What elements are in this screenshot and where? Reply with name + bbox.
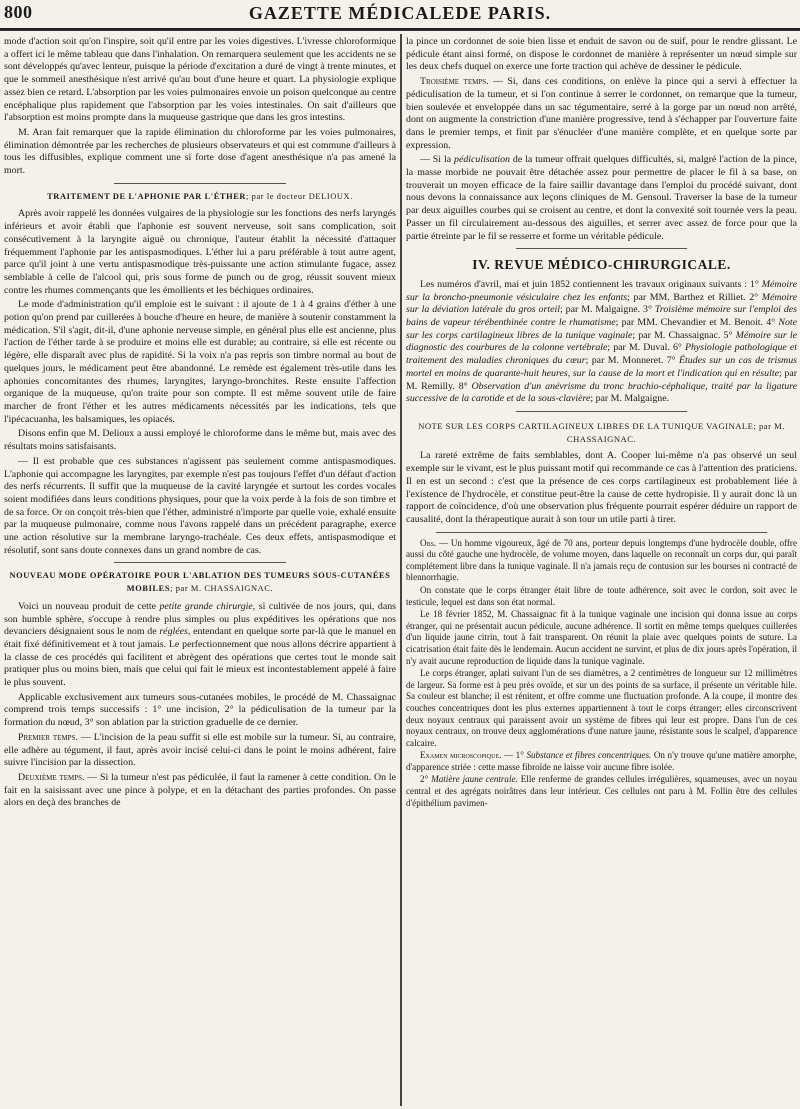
text-run: Elle renferme de grandes cellules irrégulières, squameuses, avec un noyau central et des agrégats noirâtres dans leur intérieur. Ces cellules ont paru à M. Follin être des cellules d'épithélium pavimen-: [406, 774, 797, 808]
text-run: ; par M. Remilly. 8°: [406, 367, 797, 392]
paragraph: La rareté extrême de faits semblables, dont A. Cooper lui-même n'a pas observé un seul exemple sur le vivant, est le plus puissant motif qui recommande ce cas à l'attention des praticiens. Il en est un second : c'est que la présence de ces corps cartilagineux est probablement liée à l'existence de l'hydrocèle, et constitue peut-être la cause de cette hydropisie. Il y aurait donc là un rapport de coïncidence, d'où une observation plus fréquente pourrait espérer déduire un rapport de causalité, dont la thérapeutique aurait à son tour un utile parti à tirer.: [406, 450, 797, 525]
text-run: ; par MM. Barthez et Rilliet. 2°: [627, 291, 762, 303]
paragraph: On constate que le corps étranger était libre de toute adhérence, soit avec le cordon, soit avec le testicule, lequel est dans son état normal.: [406, 584, 797, 607]
observation-block: [406, 538, 797, 810]
section-title: NOUVEAU MODE OPÉRATOIRE POUR L'ABLATION DES TUMEURS SOUS-CUTANÉES MOBILES: [9, 571, 391, 594]
paragraph: mode d'action soit qu'on l'inspire, soit qu'il entre par les voies digestives. L'ivresse chloroformique a offert ici le même tableau que dans l'inhalation. On remarquera seulement que les accidents ne se sont développés qu'avec lenteur, puisque la période d'excitation a duré de vingt à trente minutes, et que le sommeil anesthésique n'est arrivé qu'au bout d'une heure et quart. La physiologie explique assez bien ce retard. L'absorption par les voies pulmonaires envoie un poison quelconque au centre encéphalique plus rapidement que l'absorption par les voies intestinales. On sait d'ailleurs que l'absorption est moins prompte dans la muqueuse gastrique que dans les gros intestins.: [4, 36, 396, 124]
text-run: — L'incision de la peau suffit si elle est mobile sur la tumeur. Si, au contraire, elle adhère au tégument, il faut, après avoir incisé celui-ci dans le point le moins adhérent, faire suivre l'incision par la dissection.: [4, 731, 396, 769]
section-heading-tumeurs: [4, 570, 396, 595]
section-heading-aphonie: [4, 191, 396, 204]
section-title: TRAITEMENT DE L'APHONIE PAR L'ÉTHER: [47, 191, 247, 201]
text-run: — Un homme vigoureux, âgé de 70 ans, porteur depuis longtemps d'une hydrocèle double, offre aussi du côté gauche une hydrocèle, de volume moyen, dans laquelle on reconnaît un corps dur, qui paraît complétement libre dans la tunique vaginale. Il n'a jamais reçu de contusion sur les bourses ni contracté de blennorrhagie.: [406, 537, 797, 583]
paragraph: Le corps étranger, aplati suivant l'un de ses diamètres, a 2 centimètres de longueur sur 12 millimètres de largeur. Sa forme est à peu près ovoïde, et sur un des points de sa surface, il présente un véritable hile. Sa couleur est blanche; il est rénitent, et offre comme une fluctuation profonde. A la coupe, il montre des couches concentriques dont les plus externes appartiennent à tout le corps étranger; elles circonscrivent deux noyaux centraux qui paraissent avoir un système de fibres qui leur est propre. Dans l'un de ces noyaux centraux, on trouve deux agglomérations d'une nature jaune, résistante sous le scalpel, d'apparence calcaire.: [406, 668, 797, 748]
section-heading-revue: IV. REVUE MÉDICO-CHIRURGICALE.: [472, 257, 731, 273]
paragraph: [406, 76, 797, 152]
section-heading-corps-cartilagineux: [406, 420, 797, 445]
section-author: ; par M. CHASSAIGNAC.: [170, 584, 274, 594]
text-run: , si cultivée de nos jours, qui, dans son humble sphère, s'occupe à rendre plus simples ou plus expéditives les opérations que nos devanciers désignaient sous le nom de: [4, 600, 396, 638]
paragraph: [406, 774, 797, 809]
paragraph: Après avoir rappelé les données vulgaires de la physiologie sur les fonctions des nerfs laryngés inférieurs et avoir établi que l'aphonie est souvent nerveuse, soit sans complication, soit consécutivement à la laryngite aiguë ou chronique, l'auteur établit la nécessité d'attaquer fréquemment l'aphonie par les antispasmodiques. L'éther lui a paru préférable à tout autre agent, parce qu'il joint à une vertu antispasmodique très-puissante une action stimulante fugace, assez semblable à celle de l'alcool qui, pris sous forme de punch ou de grog, réussit souvent mieux contre les rhumes commençants que les émollients et les béchiques ordinaires.: [4, 208, 396, 296]
column-divider: [400, 34, 402, 1106]
text-run: On n'y trouve qu'une matière amorphe, d'apparence striée : cette masse fibroïde ne laisse voir aucune fibre isolée.: [406, 750, 797, 772]
left-column: [4, 36, 396, 1106]
page-number: 800: [4, 2, 33, 22]
emphasis: petite grande chirurgie: [159, 600, 253, 612]
paragraph: Le 18 février 1852, M. Chassaignac fit à la tunique vaginale une incision qui donna issue au corps étranger, qui ne présentait aucun pédicule, aucune adhérence. Il sortit en même temps quelques cuillerées d'un liquide jaune citrin, tout à fait transparent. On réunit la plaie avec quelques points de suture. La cicatrisation était faite dès le lendemain. Aucun accident ne survint, et plus de dix jours après l'opération, il n'y avait aucune reproduction de liquide dans la tunique vaginale.: [406, 609, 797, 666]
text-run: — Si, dans ces conditions, on enlève la pince qui a servi à effectuer la pédiculisation de la tumeur, et si l'on continue à serrer le cordonnet, on remarque que la tumeur, bien soulevée et enveloppée dans un sac tégumentaire, serré à la gorge par un nœud non arrêté, dont on augmente la constriction d'une manière progressive, tend à s'échapper par l'ouverture faite dans le premier temps, et finit par s'énucléer d'une manière complète, et en quelque sorte par expression.: [406, 76, 797, 151]
text-run: de la tumeur offrait quelques difficultés, si, malgré l'action de la pince, la masse morbide ne pouvait être détachée assez pour permettre de placer le fil à sa base, on trouverait un moyen efficace de la faire saillir davantage dans l'emploi du procédé suivant, dont nous devons la connaissance aux leçons cliniques de M. Gensoul. Traverser la base de la tumeur par deux aiguilles courbes qui se croisent au centre, et dont la convexité soit tournée vers la peau. Passer un fil circulairement au-dessous des aiguilles, et serrer avec assez de force pour que la partie étreinte par le fil se resserre et forme un véritable pédicule.: [406, 154, 797, 242]
emphasis: pédiculisation: [454, 154, 510, 166]
section-author: ; par M. CHASSAIGNAC.: [566, 420, 785, 444]
paragraph: [406, 750, 797, 773]
emphasis: Matière jaune centrale.: [431, 774, 518, 785]
paragraph: M. Aran fait remarquer que la rapide élimination du chloroforme par les voies pulmonaires, élimination démontrée par les recherches de plusieurs observateurs et qui est commune d'ailleurs à tous les diffusibles, explique comment une si forte dose d'agent anesthésique n'a pas amené la mort.: [4, 126, 396, 177]
emphasis: Mémoire sur le diagnostic des courbures de la colonne vertébrale: [406, 329, 797, 354]
paragraph: [4, 601, 396, 690]
section-rule: [114, 183, 286, 184]
obs-label: Obs.: [420, 537, 437, 548]
page-header: [0, 0, 800, 30]
paragraph: [4, 772, 396, 810]
text-run: ; par M. Duval. 6°: [607, 342, 685, 354]
section-author: ; par le docteur DELIOUX.: [246, 191, 353, 201]
section-rule: [436, 532, 767, 533]
emphasis: Note sur les corps cartilagineux libres de la tunique vaginale: [406, 317, 797, 341]
text-run: ; par M. Malgaigne.: [590, 393, 670, 405]
paragraph: — Il est probable que ces substances n'agissent pas seulement comme antispasmodiques. L'aphonie qui accompagne les laryngites, par exemple n'est pas toujours l'effet d'un défaut d'action des nerfs récurrents. Il suffit que la muqueuse de la cavité laryngée et surtout les cordes vocales soient modifiées dans leurs conditions physiques, pour que la voix perde à la fois de son timbre et de sa force. Or on conçoit très-bien que l'éther, administré n'importe par quelle voie, exhalé ensuite par la muqueuse pulmonaire, comme nous l'avons rappelé dans un précédent paragraphe, exerce une action résolutive sur la membrane laryngo-trachéale. Ces deux effets, antispasmodique et résolutif, sont sans doute connexes dans un grand nombre de cas.: [4, 455, 396, 556]
step-label: Premier temps.: [18, 731, 78, 743]
text-run: Voici un nouveau produit de cette: [18, 600, 160, 612]
emphasis: Études sur un cas de trismus mortel en moins de quarante-huit heures, sur la cause de la mort et l'indication qui en résulte: [406, 355, 797, 379]
section-rule: [516, 248, 687, 249]
right-column: [406, 36, 797, 1106]
step-label: Examen microscopique.: [420, 750, 502, 761]
text-run: ; par MM. Chevandier et M. Benoit. 4°: [615, 317, 779, 329]
text-run: — 1°: [501, 750, 527, 761]
emphasis: Substance et fibres concentriques.: [526, 750, 652, 761]
text-run: ; par M. Chassaignac. 5°: [632, 329, 736, 341]
paragraph: [406, 538, 797, 584]
step-label: Troisième temps.: [420, 76, 489, 88]
paragraph: Le mode d'administration qu'il emploie est le suivant : il ajoute de 1 à 4 grains d'éther à une potion qu'on prend par cuillerées à bouche d'heure en heure, de manière à soutenir constamment la médication. S'il s'agit, dit-il, d'une aphonie nerveuse simple, en général plus elle est ancienne, plus l'action de l'éther tarde à se produire et moins elle est durable; au contraire, si elle est récente ou légère, elle disparaît avec plus de rapidité. Si la voix n'a pas repris son timbre normal au bout de quelques jours, le médicament peut être abandonné. Le remède est également très-utile dans les aphonies concomitantes des rhumes, laryngites, laryngo-bronchites. Reste ensuite l'affection organique de la muqueuse, qu'on traite pour son compte. Il est même souvent utile de faire marcher de front l'éther et les autres médicaments nécessités par les indications, tels que l'ipécacuanha, les balsamiques, les opiacés.: [4, 299, 396, 425]
section-rule: [114, 562, 286, 563]
paragraph: [406, 279, 797, 406]
text-run: ; par M. Monneret. 7°: [585, 355, 679, 367]
paragraph: [406, 154, 797, 243]
text-run: — Si la tumeur n'est pas pédiculée, il faut la ramener à cette condition. On le fait en la saisissant avec une pince à polype, et en la détachant des parties profondes. On passe alors en deçà des branches de: [4, 771, 396, 809]
text-run: ; par M. Malgaigne. 3°: [559, 304, 655, 316]
paragraph: Applicable exclusivement aux tumeurs sous-cutanées mobiles, le procédé de M. Chassaignac comprend trois temps successifs : 1° une incision, 2° la pédiculisation de la tumeur par la formation du nœud, 3° son ablation par la striction graduelle de ce dernier.: [4, 691, 396, 729]
text-run: , entendant en quelque sorte par-là que le manuel en était fixé définitivement et à tout jamais. Le perfectionnement que nous allons décrire appartient à la classe de ces procédés qui facilitent et abrègent des opérations que certes tout le monde sait pratiquer plus ou moins bien, mais que celui qui fait le mieux est incontestablement appelé à faire le plus souvent.: [4, 626, 396, 689]
text-run: Les numéros d'avril, mai et juin 1852 contiennent les travaux originaux suivants : 1°: [420, 278, 762, 290]
emphasis: Physiologie pathologique et traitement des maladies chroniques du cœur: [406, 342, 797, 367]
step-label: Deuxième temps.: [18, 771, 85, 783]
paragraph: Disons enfin que M. Delioux a aussi employé le chloroforme dans le même but, mais avec des résultats moins satisfaisants.: [4, 428, 396, 453]
section-title: NOTE SUR LES CORPS CARTILAGINEUX LIBRES DE LA TUNIQUE VAGINALE: [418, 420, 754, 431]
text-run: 2°: [420, 774, 432, 785]
emphasis: Mémoire sur la déviation latérale du gros orteil: [406, 291, 797, 316]
header-rule: [0, 30, 800, 31]
section-rule: [516, 411, 687, 412]
text-run: — Si la: [420, 154, 455, 166]
emphasis: Troisième mémoire sur l'emploi des bains de vapeur térébenthinée contre le rhumatisme: [406, 304, 797, 329]
paragraph: la pince un cordonnet de soie bien lisse et enduit de savon ou de suif, pour le rendre glissant. Le pédicule étant ainsi formé, on dispose le cordonnet de manière à représenter un nœud simple sur les deux chefs duquel on exerce une forte traction qui achève de dessiner le pédicule.: [406, 36, 797, 73]
journal-title: GAZETTE MÉDICALEDE PARIS.: [248, 3, 552, 23]
emphasis: réglées: [159, 626, 188, 638]
emphasis: Mémoire sur la broncho-pneumonie vésiculaire chez les enfants: [406, 278, 797, 303]
emphasis: Observation d'un anévrisme du tronc brachio-céphalique, traité par la ligature successive de la carotide et de la sous-clavière: [406, 380, 797, 405]
paragraph: [4, 732, 396, 770]
